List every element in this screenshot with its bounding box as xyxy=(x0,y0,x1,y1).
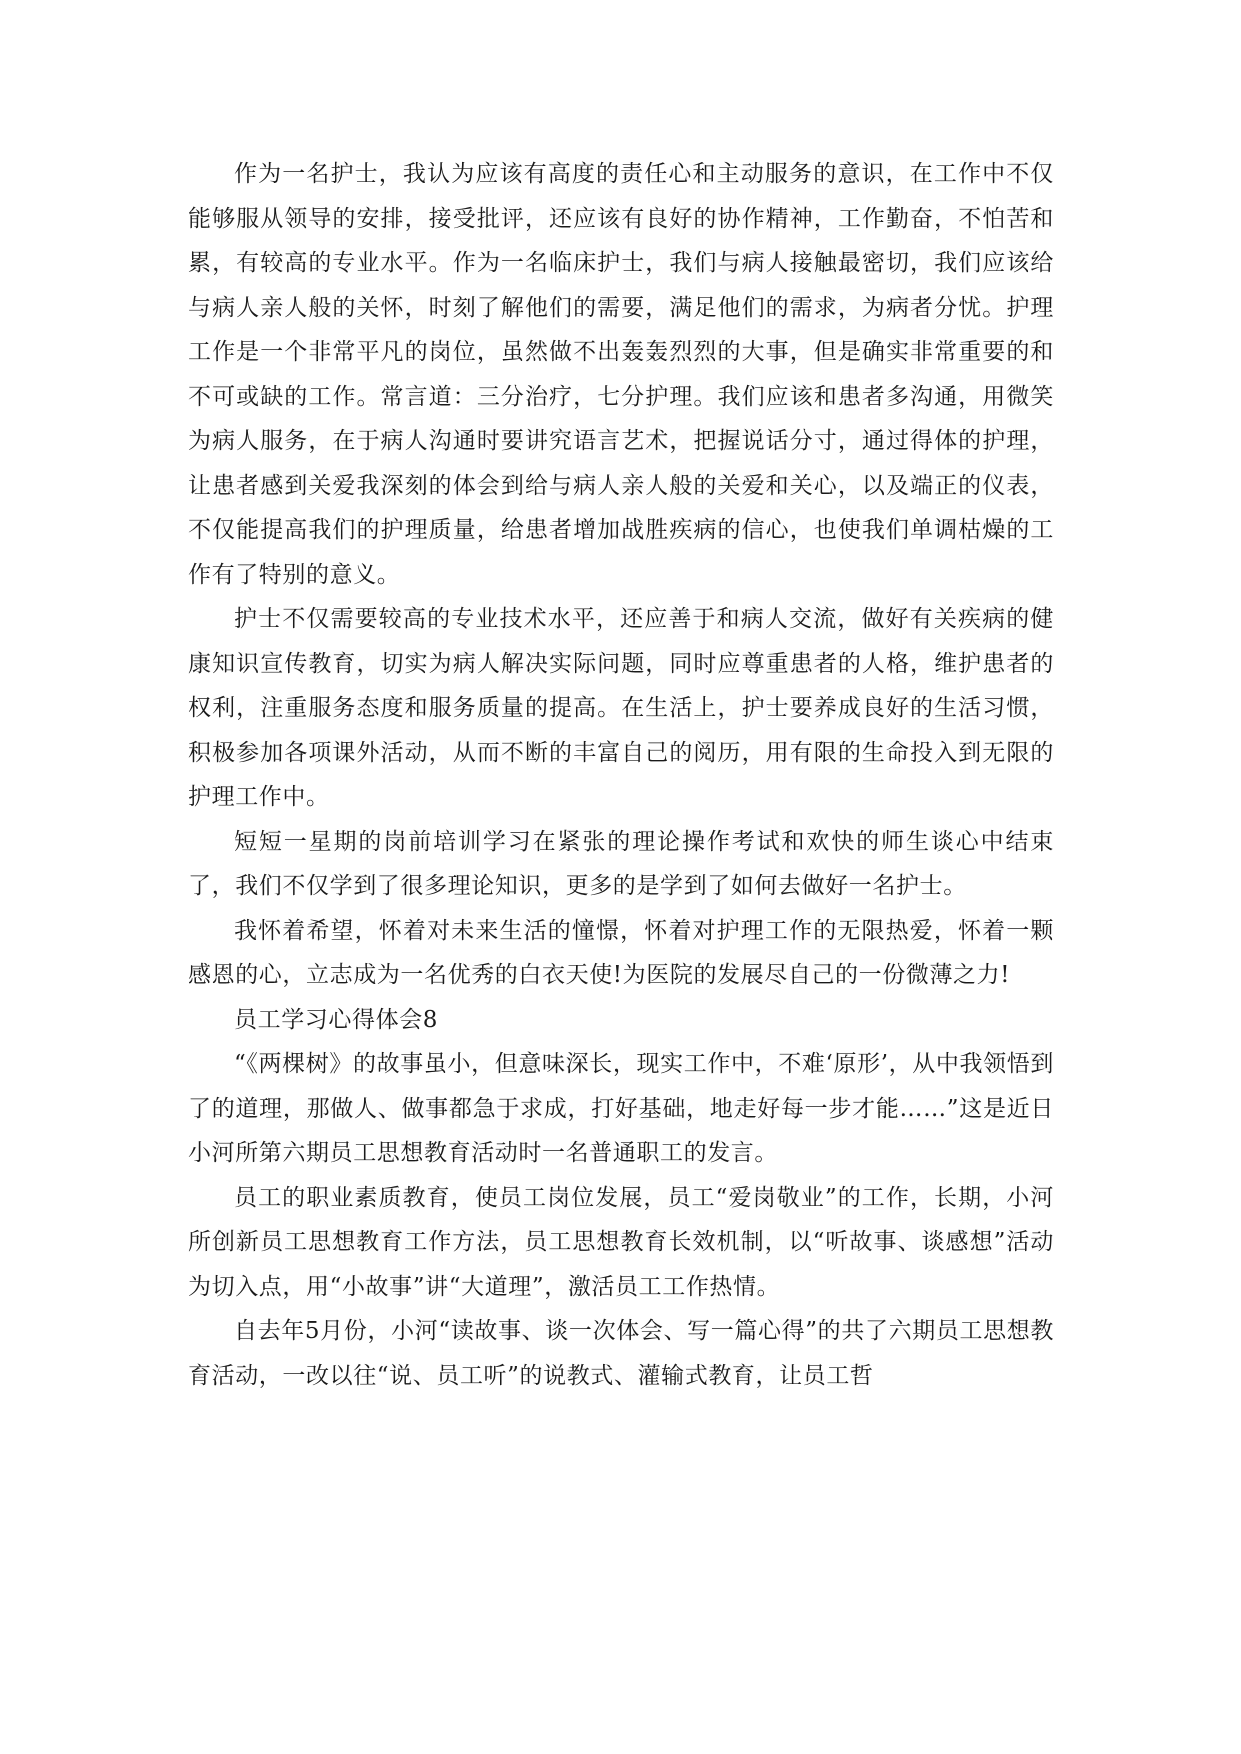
paragraph: 员工的职业素质教育，使员工岗位发展，员工“爱岗敬业”的工作，长期，小河所创新员工思想教育工作方法，员工思想教育长效机制，以“听故事、谈感想”活动为切入点，用“小故事”讲“大道理”，激活员工工作热情。 xyxy=(188,1184,1054,1300)
paragraph: 我怀着希望，怀着对未来生活的憧憬，怀着对护理工作的无限热爱，怀着一颗感恩的心，立志成为一名优秀的白衣天使!为医院的发展尽自己的一份微薄之力! xyxy=(188,917,1054,988)
section-heading: 员工学习心得体会8 xyxy=(234,1006,439,1033)
paragraph: 护士不仅需要较高的专业技术水平，还应善于和病人交流，做好有关疾病的健康知识宣传教育，切实为病人解决实际问题，同时应尊重患者的人格，维护患者的权利，注重服务态度和服务质量的提高。在生活上，护士要养成良好的生活习惯，积极参加各项课外活动，从而不断的丰富自己的阅历，用有限的生命投入到无限的护理工作中。 xyxy=(188,606,1054,810)
paragraph: 作为一名护士，我认为应该有高度的责任心和主动服务的意识，在工作中不仅能够服从领导的安排，接受批评，还应该有良好的协作精神，工作勤奋，不怕苦和累，有较高的专业水平。作为一名临床护士，我们与病人接触最密切，我们应该给与病人亲人般的关怀，时刻了解他们的需要，满足他们的需求，为病者分忧。护理工作是一个非常平凡的岗位，虽然做不出轰轰烈烈的大事，但是确实非常重要的和不可或缺的工作。常言道：三分治疗，七分护理。我们应该和患者多沟通，用微笑为病人服务，在于病人沟通时要讲究语言艺术，把握说话分寸，通过得体的护理，让患者感到关爱我深刻的体会到给与病人亲人般的关爱和关心，以及端正的仪表，不仅能提高我们的护理质量，给患者增加战胜疾病的信心，也使我们单调枯燥的工作有了特别的意义。 xyxy=(188,161,1054,588)
paragraph: 自去年5月份，小河“读故事、谈一次体会、写一篇心得”的共了六期员工思想教育活动，一改以往“说、员工听”的说教式、灌输式教育，让员工哲 xyxy=(188,1318,1054,1389)
document-body xyxy=(188,152,1054,1398)
paragraph: “《两棵树》的故事虽小，但意味深长，现实工作中，不难‘原形’，从中我领悟到了的道理，那做人、做事都急于求成，打好基础，地走好每一步才能……”这是近日小河所第六期员工思想教育活动时一名普通职工的发言。 xyxy=(188,1051,1054,1166)
paragraph: 短短一星期的岗前培训学习在紧张的理论操作考试和欢快的师生谈心中结束了，我们不仅学到了很多理论知识，更多的是学到了如何去做好一名护士。 xyxy=(188,828,1054,899)
